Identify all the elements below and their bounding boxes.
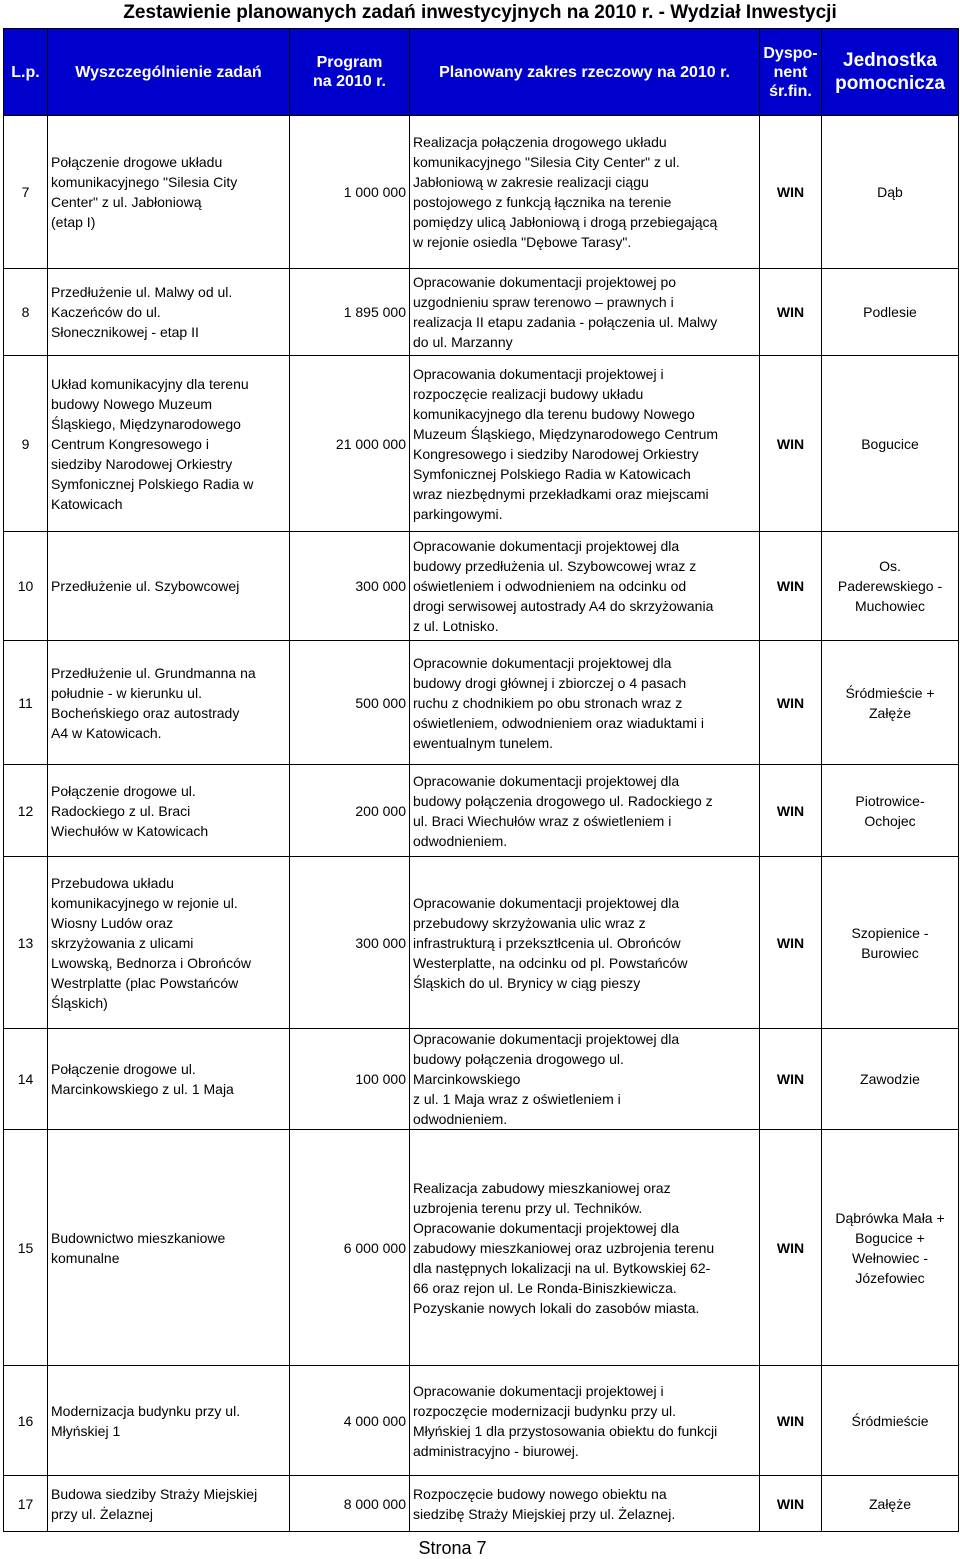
cell-program: 300 000 — [290, 857, 410, 1029]
cell-program: 300 000 — [290, 532, 410, 641]
cell-lp: 17 — [4, 1476, 48, 1532]
cell-scope: Realizacja zabudowy mieszkaniowej oraz uzbrojenia terenu przy ul. Techników. Opracowanie dokumentacji projektowej dla zabudowy mieszkaniowej oraz uzbrojenia terenu dla następnych lokalizacji na ul. Bytkowskiej 62- 66 oraz rejon ul. Le Ronda-Biniszkiewicza. Pozyskanie nowych lokali do zasobów miasta. — [410, 1130, 760, 1366]
cell-disponent: WIN — [760, 356, 822, 532]
table-row — [4, 765, 959, 857]
cell-program: 1 895 000 — [290, 269, 410, 356]
table-row — [4, 1029, 959, 1130]
cell-unit: Śródmieście + Załęże — [822, 641, 959, 765]
cell-name: Modernizacja budynku przy ul. Młyńskiej 1 — [48, 1366, 290, 1476]
cell-scope: Opracowanie dokumentacji projektowej dla przebudowy skrzyżowania ulic wraz z infrastrukturą i przeksztłcenia ul. Obrońców Westerplatte, na odcinku od pl. Powstańców Śląskich do ul. Brynicy w ciąg pieszy — [410, 857, 760, 1029]
investment-table — [3, 28, 959, 1532]
cell-scope: Opracowanie dokumentacji projektowej po uzgodnieniu spraw terenowo – prawnych i realizacja II etapu zadania - połączenia ul. Malwy do ul. Marzanny — [410, 269, 760, 356]
cell-lp: 8 — [4, 269, 48, 356]
cell-lp: 11 — [4, 641, 48, 765]
cell-name: Budownictwo mieszkaniowe komunalne — [48, 1130, 290, 1366]
header-disponent: Dyspo- nent śr.fin. — [760, 29, 822, 116]
cell-scope: Realizacja połączenia drogowego układu komunikacyjnego "Silesia City Center" z ul. Jabłoniową w zakresie realizacji ciągu postojowego z funkcją łącznika na terenie pomiędzy ulicą Jabłoniową i drogą przebiegającą w rejonie osiedla "Dębowe Tarasy". — [410, 116, 760, 269]
table-row — [4, 116, 959, 269]
cell-program: 6 000 000 — [290, 1130, 410, 1366]
cell-program: 1 000 000 — [290, 116, 410, 269]
cell-unit: Załęże — [822, 1476, 959, 1532]
table-row — [4, 857, 959, 1029]
table-row — [4, 641, 959, 765]
cell-disponent: WIN — [760, 116, 822, 269]
cell-lp: 12 — [4, 765, 48, 857]
cell-name: Połączenie drogowe ul. Marcinkowskiego z ul. 1 Maja — [48, 1029, 290, 1130]
table-row — [4, 269, 959, 356]
table-row — [4, 1130, 959, 1366]
cell-scope: Opracowanie dokumentacji projektowej dla budowy połączenia drogowego ul. Marcinkowskiego z ul. 1 Maja wraz z oświetleniem i odwodnieniem. — [410, 1029, 760, 1130]
cell-name: Przedłużenie ul. Malwy od ul. Kaczeńców do ul. Słonecznikowej - etap II — [48, 269, 290, 356]
page-title: Zestawienie planowanych zadań inwestycyjnych na 2010 r. - Wydział Inwestycji — [123, 2, 837, 23]
cell-program: 500 000 — [290, 641, 410, 765]
cell-unit: Os. Paderewskiego - Muchowiec — [822, 532, 959, 641]
cell-scope: Opracowanie dokumentacji projektowej dla budowy połączenia drogowego ul. Radockiego z ul. Braci Wiechułów wraz z oświetleniem i odwodnieniem. — [410, 765, 760, 857]
cell-program: 200 000 — [290, 765, 410, 857]
cell-program: 4 000 000 — [290, 1366, 410, 1476]
table-row — [4, 1366, 959, 1476]
cell-unit: Dąb — [822, 116, 959, 269]
table-row — [4, 532, 959, 641]
table-header-row — [4, 29, 959, 116]
cell-disponent: WIN — [760, 1476, 822, 1532]
header-unit: Jednostka pomocnicza — [822, 29, 959, 116]
cell-lp: 13 — [4, 857, 48, 1029]
cell-unit: Śródmieście — [822, 1366, 959, 1476]
header-program: Program na 2010 r. — [290, 29, 410, 116]
cell-scope: Opracowanie dokumentacji projektowej i rozpoczęcie modernizacji budynku przy ul. Młyńskiej 1 dla przystosowania obiektu do funkcji administracyjno - biurowej. — [410, 1366, 760, 1476]
cell-disponent: WIN — [760, 1366, 822, 1476]
cell-name: Przedłużenie ul. Szybowcowej — [48, 532, 290, 641]
cell-program: 21 000 000 — [290, 356, 410, 532]
cell-unit: Dąbrówka Mała + Bogucice + Wełnowiec - Józefowiec — [822, 1130, 959, 1366]
cell-scope: Opracowania dokumentacji projektowej i rozpoczęcie realizacji budowy układu komunikacyjnego dla terenu budowy Nowego Muzeum Śląskiego, Międzynarodowego Centrum Kongresowego i siedziby Narodowej Orkiestry Symfonicznej Polskiego Radia w Katowicach wraz niezbędnymi przekładkami oraz miejscami parkingowymi. — [410, 356, 760, 532]
cell-unit: Szopienice - Burowiec — [822, 857, 959, 1029]
cell-disponent: WIN — [760, 857, 822, 1029]
cell-name: Przedłużenie ul. Grundmanna na południe - w kierunku ul. Bocheńskiego oraz autostrady A4 w Katowicach. — [48, 641, 290, 765]
header-name: Wyszczególnienie zadań — [48, 29, 290, 116]
cell-scope: Opracownie dokumentacji projektowej dla budowy drogi głównej i zbiorczej o 4 pasach ruchu z chodnikiem po obu stronach wraz z oświetleniem, odwodnieniem oraz wiaduktami i ewentualnym tunelem. — [410, 641, 760, 765]
cell-unit: Piotrowice- Ochojec — [822, 765, 959, 857]
cell-unit: Bogucice — [822, 356, 959, 532]
cell-disponent: WIN — [760, 641, 822, 765]
cell-disponent: WIN — [760, 1029, 822, 1130]
table-row — [4, 1476, 959, 1532]
header-scope: Planowany zakres rzeczowy na 2010 r. — [410, 29, 760, 116]
cell-disponent: WIN — [760, 532, 822, 641]
cell-unit: Zawodzie — [822, 1029, 959, 1130]
cell-program: 100 000 — [290, 1029, 410, 1130]
cell-name: Budowa siedziby Straży Miejskiej przy ul. Żelaznej — [48, 1476, 290, 1532]
table-row — [4, 356, 959, 532]
cell-scope: Opracowanie dokumentacji projektowej dla budowy przedłużenia ul. Szybowcowej wraz z oświetleniem i odwodnieniem na odcinku od drogi serwisowej autostrady A4 do skrzyżowania z ul. Lotnisko. — [410, 532, 760, 641]
cell-scope: Rozpoczęcie budowy nowego obiektu na siedzibę Straży Miejskiej przy ul. Żelaznej. — [410, 1476, 760, 1532]
cell-name: Połączenie drogowe ul. Radockiego z ul. Braci Wiechułów w Katowicach — [48, 765, 290, 857]
cell-name: Połączenie drogowe układu komunikacyjnego "Silesia City Center" z ul. Jabłoniową (etap I) — [48, 116, 290, 269]
cell-name: Układ komunikacyjny dla terenu budowy Nowego Muzeum Śląskiego, Międzynarodowego Centrum Kongresowego i siedziby Narodowej Orkiestry Symfonicznej Polskiego Radia w Katowicach — [48, 356, 290, 532]
cell-disponent: WIN — [760, 1130, 822, 1366]
cell-lp: 9 — [4, 356, 48, 532]
cell-lp: 15 — [4, 1130, 48, 1366]
header-lp: L.p. — [4, 29, 48, 116]
cell-lp: 14 — [4, 1029, 48, 1130]
page-footer: Strona 7 — [418, 1538, 487, 1558]
cell-program: 8 000 000 — [290, 1476, 410, 1532]
cell-unit: Podlesie — [822, 269, 959, 356]
cell-disponent: WIN — [760, 765, 822, 857]
cell-lp: 16 — [4, 1366, 48, 1476]
cell-disponent: WIN — [760, 269, 822, 356]
cell-lp: 7 — [4, 116, 48, 269]
cell-name: Przebudowa układu komunikacyjnego w rejonie ul. Wiosny Ludów oraz skrzyżowania z ulicami Lwowską, Bednorza i Obrońców Westrplatte (plac Powstańców Śląskich) — [48, 857, 290, 1029]
cell-lp: 10 — [4, 532, 48, 641]
